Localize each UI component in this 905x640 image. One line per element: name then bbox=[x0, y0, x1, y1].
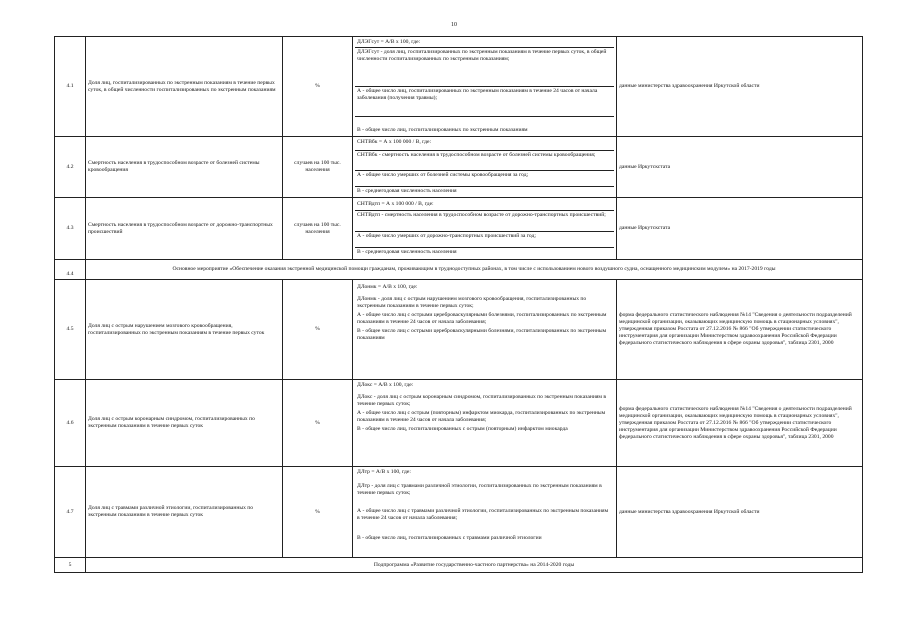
data-source: данные Иркутскстата bbox=[617, 137, 863, 198]
table-row bbox=[55, 558, 863, 573]
page-number: 10 bbox=[451, 22, 457, 28]
row-number: 4.6 bbox=[55, 380, 86, 467]
formula-line: СНТВбк - смертность населения в трудоспособном возрасте от болезней системы кровообращения; bbox=[355, 151, 614, 171]
formula-line: А - общее число лиц с травмами различной этиологии, госпитализированных по экстренным показаниям в течение 24 часов от начала заболевания; bbox=[357, 508, 609, 521]
row-number: 4.2 bbox=[55, 137, 86, 198]
indicator-name: Доля лиц с травмами различной этиологии, госпитализированных по экстренным показаниям в течение первых суток bbox=[86, 467, 283, 558]
unit-of-measure: % bbox=[283, 380, 353, 467]
formula-line: В - общее число лиц, госпитализированных по экстренным показаниям bbox=[357, 127, 528, 133]
table-row bbox=[55, 380, 863, 467]
indicator-name: Доля лиц с острым коронарным синдромом, госпитализированных по экстренным показаниям в течение первых суток bbox=[86, 380, 283, 467]
formula-line: СНТВдтп = А х 100 000 / В, где: bbox=[355, 200, 614, 211]
formula-line: В - общее число лиц, госпитализированных с острым (повторным) инфарктом миокарда bbox=[357, 426, 568, 432]
formula-line: ДЛокс - доля лиц с острым коронарным синдромом, госпитализированных по экстренным показаниям в течение первых суток; bbox=[357, 394, 607, 407]
formula-line: ДЛЭГсут = А/В х 100, где: bbox=[355, 38, 614, 48]
formula-line: А - общее число лиц, госпитализированных по экстренным показаниям в течение 24 часов от начала заболевания (получения травмы); bbox=[355, 87, 614, 117]
formula-line: В - общее число лиц с острыми цереброваскулярными болезнями, госпитализированных по экстренным показаниям bbox=[357, 328, 607, 341]
formula-line: А - общее число умерших от болезней системы кровообращения за год; bbox=[355, 171, 614, 187]
indicator-name: Доля лиц, госпитализированных по экстренным показаниям в течение первых суток, в общей численности госпитализированных по экстренным показаниям bbox=[86, 37, 283, 137]
indicator-name: Смертность населения в трудоспособном возрасте от болезней системы кровообращения bbox=[86, 137, 283, 198]
section-heading: Подпрограмма «Развитие государственно-частного партнерства» на 2014-2020 годы bbox=[86, 558, 863, 573]
formula-line: СНТВдтп - смертность населения в трудоспособном возрасте от дорожно-транспортных происшествий; bbox=[355, 211, 614, 232]
data-source: форма федерального статистического наблюдения №14 "Сведения о деятельности подразделений медицинской организации, оказывающих медицинскую помощь в стационарных условиях", утвержденная приказом Росстата от 27.12.2016 № 866 "Об утверждении статистического инструментария для организации Министерством здравоохранения Российской Федерации федерального статистического наблюдения в сфере охраны здоровья", таблица 2301, 2000 bbox=[617, 380, 863, 467]
table-row bbox=[55, 467, 863, 558]
unit-of-measure: случаев на 100 тыс. населения bbox=[283, 137, 353, 198]
formula-line: А - общее число лиц с острыми цереброваскулярными болезнями, госпитализированных по экстренным показаниям в течение 24 часов от начала заболевания; bbox=[357, 312, 607, 325]
formula-line: В - среднегодовая численность населения bbox=[357, 249, 457, 255]
formula-cell bbox=[353, 137, 617, 198]
unit-of-measure: % bbox=[283, 280, 353, 380]
formula-line: ДЛтр - доля лиц с травмами различной этиологии, госпитализированных по экстренным показаниям в течение первых суток; bbox=[357, 483, 602, 496]
table-row bbox=[55, 198, 863, 260]
formula-cell bbox=[353, 280, 617, 380]
table-row bbox=[55, 260, 863, 280]
data-source: форма федерального статистического наблюдения №14 "Сведения о деятельности подразделений медицинской организации, оказывающих медицинскую помощь в стационарных условиях", утвержденная приказом Росстата от 27.12.2016 № 866 "Об утверждении статистического инструментария для организации Министерством здравоохранения Российской Федерации федерального статистического наблюдения в сфере охраны здоровья", таблица 2301, 2000 bbox=[617, 280, 863, 380]
row-number: 4.5 bbox=[55, 280, 86, 380]
row-number: 4.1 bbox=[55, 37, 86, 137]
data-source: данные министерства здравоохранения Иркутской области bbox=[617, 37, 863, 137]
section-heading: Основное мероприятие «Обеспечение оказания экстренной медицинской помощи гражданам, проживающим в труднодоступных районах, в том числе с использованием нового воздушного судна, оснащенного медицинским модулем» на 2017-2019 годы bbox=[86, 260, 863, 280]
formula-line: ДЛонмк = А/В х 100, где: bbox=[357, 284, 418, 290]
formula-cell bbox=[353, 380, 617, 467]
formula-line: В - общее число лиц, госпитализированных с травмами различной этиологии bbox=[357, 535, 542, 541]
unit-of-measure: % bbox=[283, 37, 353, 137]
indicator-name: Смертность населения в трудоспособном возрасте от дорожно-транспортных происшествий bbox=[86, 198, 283, 260]
row-number: 4.3 bbox=[55, 198, 86, 260]
unit-of-measure: % bbox=[283, 467, 353, 558]
data-source: данные Иркутскстата bbox=[617, 198, 863, 260]
table-row bbox=[55, 280, 863, 380]
formula-line: ДЛЭГсут - доля лиц, госпитализированных по экстренным показаниям в течение первых суток, в общей численности госпитализированных по экстренным показаниям; bbox=[355, 48, 614, 87]
indicator-name: Доля лиц с острым нарушением мозгового кровообращения, госпитализированных по экстренным показаниям в течение первых суток bbox=[86, 280, 283, 380]
row-number: 4.4 bbox=[55, 260, 86, 280]
indicators-table bbox=[54, 36, 863, 573]
row-number: 5 bbox=[55, 558, 86, 573]
table-row bbox=[55, 37, 863, 137]
row-number: 4.7 bbox=[55, 467, 86, 558]
formula-line: А - общее число умерших от дорожно-транспортных происшествий за год; bbox=[355, 232, 614, 248]
formula-cell bbox=[353, 37, 617, 137]
table-row bbox=[55, 137, 863, 198]
formula-cell bbox=[353, 198, 617, 260]
formula-line: СНТВбк = А х 100 000 / В, где: bbox=[355, 138, 614, 151]
formula-line: В - среднегодовая численность населения bbox=[357, 188, 457, 194]
data-source: данные министерства здравоохранения Иркутской области bbox=[617, 467, 863, 558]
formula-line: А - общее число лиц с острым (повторным) инфарктом миокарда, госпитализированных по экстренным показаниям в течение 24 часов от начала заболевания; bbox=[357, 410, 606, 423]
formula-cell bbox=[353, 467, 617, 558]
unit-of-measure: случаев на 100 тыс. населения bbox=[283, 198, 353, 260]
formula-line: ДЛонмк - доля лиц с острым нарушением мозгового кровообращения, госпитализированных по экстренным показаниям в течение первых суток; bbox=[357, 296, 587, 309]
formula-line: ДЛокс = А/В х 100, где: bbox=[357, 382, 414, 388]
formula-line: ДЛтр = А/В х 100, где: bbox=[357, 469, 411, 475]
